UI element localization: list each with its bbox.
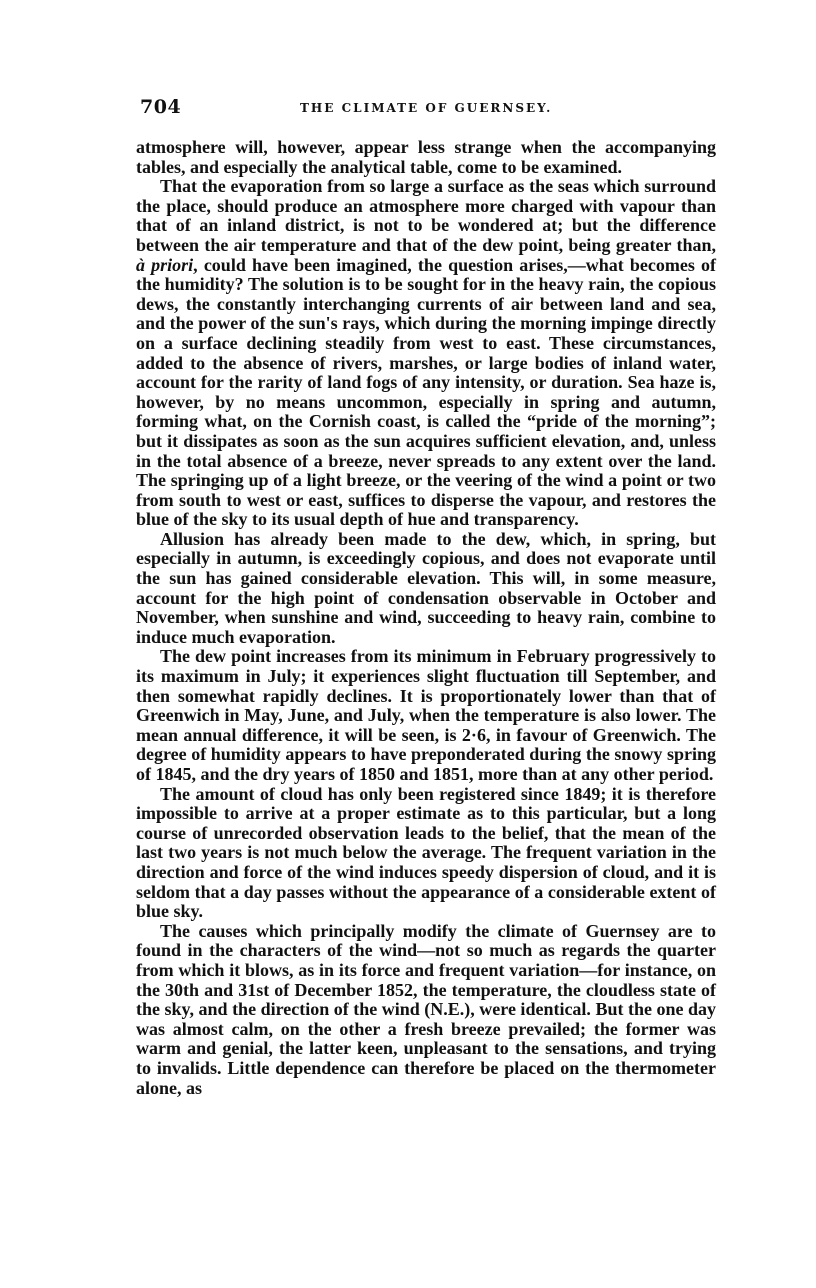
- paragraph-evaporation: [136, 177, 716, 530]
- paragraph-evaporation-part-1: That the evaporation from so large a surface as the seas which surround the place, should produce an atmosphere more charged with vapour than that of an inland district, is not to be wondered at; but the difference between the air temperature and that of the dew point, being greater than,: [136, 176, 716, 255]
- italic-a-priori: à priori: [136, 254, 194, 275]
- paragraph-dew-point: The dew point increases from its minimum in February progressively to its maximum in July; it experiences slight fluctuation till September, and then somewhat rapidly declines. It is proportionately lower than that of Greenwich in May, June, and July, when the temperature is also lower. The mean annual difference, it will be seen, is 2·6, in favour of Greenwich. The degree of humidity appears to have preponderated during the snowy spring of 1845, and the dry years of 1850 and 1851, more than at any other period.: [136, 646, 716, 784]
- paragraph-cloud: The amount of cloud has only been registered since 1849; it is therefore impossible to arrive at a proper estimate as to this particular, but a long course of unrecorded observation leads to the belief, that the mean of the last two years is not much below the average. The frequent variation in the direction and force of the wind induces speedy dispersion of cloud, and it is seldom that a day passes without the appearance of a considerable extent of blue sky.: [136, 783, 716, 922]
- paragraph-evaporation-part-2: , could have been imagined, the question arises,—what becomes of the humidity? The solution is to be sought for in the heavy rain, the copious dews, the constantly interchanging currents of air between land and sea, and the power of the sun's rays, which during the morning impinge directly on a surface declining steadily from west to east. These circumstances, added to the absence of rivers, marshes, or large bodies of inland water, account for the rarity of land fogs of any intensity, or duration. Sea haze is, however, by no means uncommon, especially in spring and autumn, forming what, on the Cornish coast, is called the “pride of the morning”; but it dissipates as soon as the sun acquires sufficient elevation, and, unless in the total absence of a breeze, never spreads to any extent over the land. The springing up of a light breeze, or the veering of the wind a point or two from south to west or east, suffices to disperse the vapour, and restores the blue of the sky to its usual depth of hue and transparency.: [136, 254, 717, 530]
- paragraph-dew: Allusion has already been made to the dew, which, in spring, but especially in autumn, is exceedingly copious, and does not evaporate until the sun has gained considerable elevation. This will, in some measure, account for the high point of condensation observable in October and November, when sunshine and wind, succeeding to heavy rain, combine to induce much evaporation.: [136, 528, 716, 647]
- page-number: 704: [140, 96, 182, 118]
- paragraph-continuation: atmosphere will, however, appear less strange when the accompanying tables, and especially the analytical table, come to be examined.: [136, 137, 716, 177]
- page-header: [140, 96, 718, 122]
- running-title: THE CLIMATE OF GUERNSEY.: [300, 101, 553, 115]
- body-text: [136, 138, 716, 1098]
- paragraph-wind: The causes which principally modify the climate of Guernsey are to found in the characters of the wind—not so much as regards the quarter from which it blows, as in its force and frequent variation—for instance, on the 30th and 31st of December 1852, the temperature, the cloudless state of the sky, and the direction of the wind (N.E.), were identical. But the one day was almost calm, on the other a fresh breeze prevailed; the former was warm and genial, the latter keen, unpleasant to the sensations, and trying to invalids. Little dependence can therefore be placed on the thermometer alone, as: [136, 920, 716, 1098]
